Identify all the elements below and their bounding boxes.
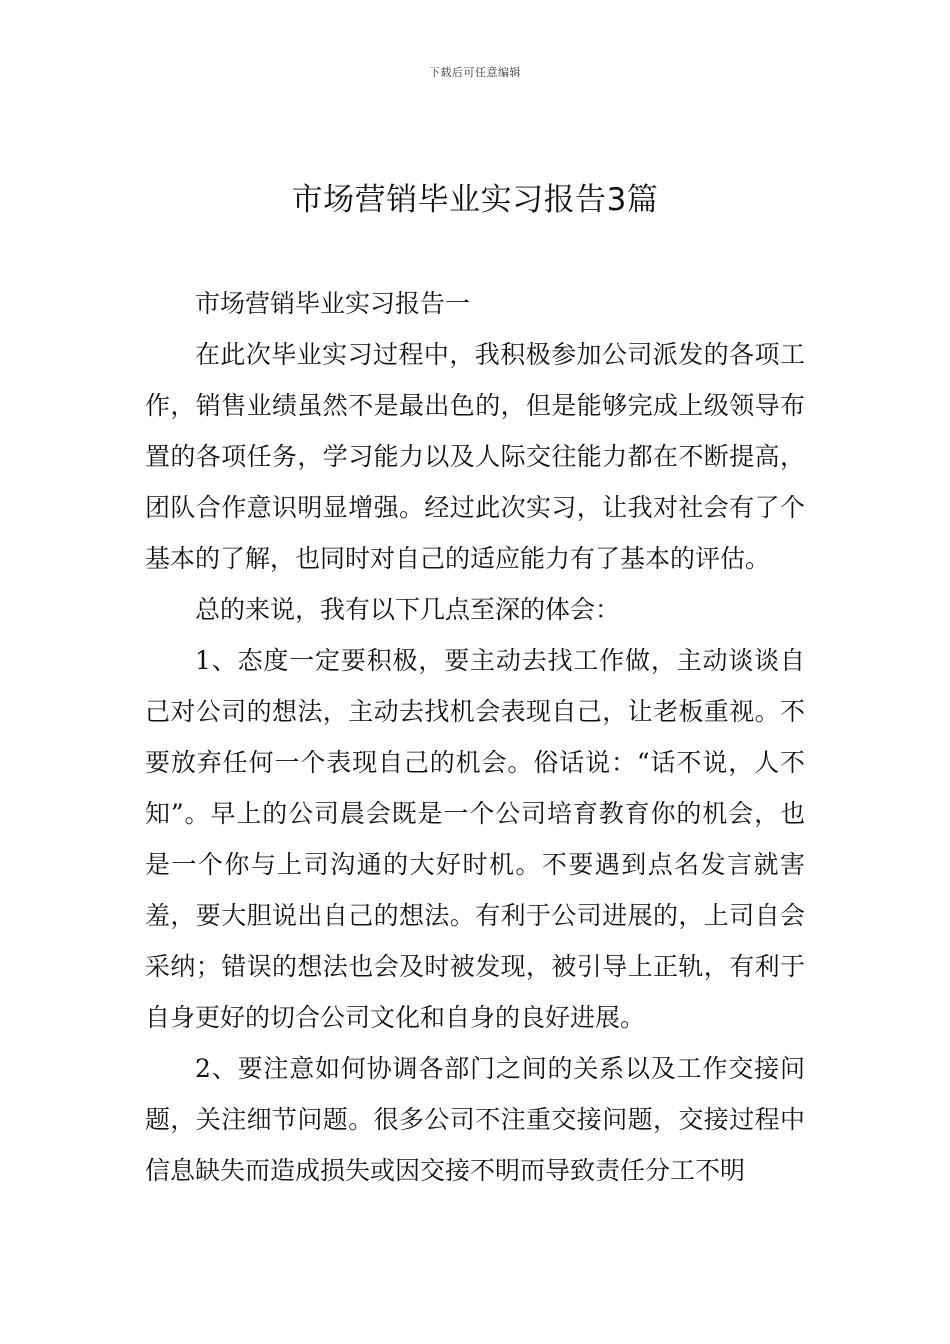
paragraph-2: 总的来说，我有以下几点至深的体会： bbox=[195, 595, 621, 624]
document-title: 市场营销毕业实习报告3篇 bbox=[291, 182, 659, 218]
paragraph-1: 在此次毕业实习过程中，我积极参加公司派发的各项工作，销售业绩虽然不是最出色的，但是能够完成上级领导布置的各项任务，学习能力以及人际交往能力都在不断提高，团队合作意识明显增强。经过此次实习，让我对社会有了个基本的了解，也同时对自己的适应能力有了基本的评估。 bbox=[145, 340, 805, 573]
paragraph-3: 1、态度一定要积极，要主动去找工作做，主动谈谈自己对公司的想法，主动去找机会表现自己，让老板重视。不要放弃任何一个表现自己的机会。俗话说：“话不说，人不知”。早上的公司晨会既是一个公司培育教育你的机会，也是一个你与上司沟通的大好时机。不要遇到点名发言就害羞，要大胆说出自己的想法。有利于公司进展的，上司自会采纳；错误的想法也会及时被发现，被引导上正轨，有利于自身更好的切合公司文化和自身的良好进展。 bbox=[145, 646, 805, 1032]
document-body bbox=[145, 278, 805, 1196]
paragraph-4: 2、要注意如何协调各部门之间的关系以及工作交接问题，关注细节问题。很多公司不注重交接问题，交接过程中信息缺失而造成损失或因交接不明而导致责任分工不明 bbox=[145, 1054, 805, 1185]
section-heading: 市场营销毕业实习报告一 bbox=[195, 289, 471, 318]
header-note: 下载后可任意编辑 bbox=[429, 66, 521, 79]
